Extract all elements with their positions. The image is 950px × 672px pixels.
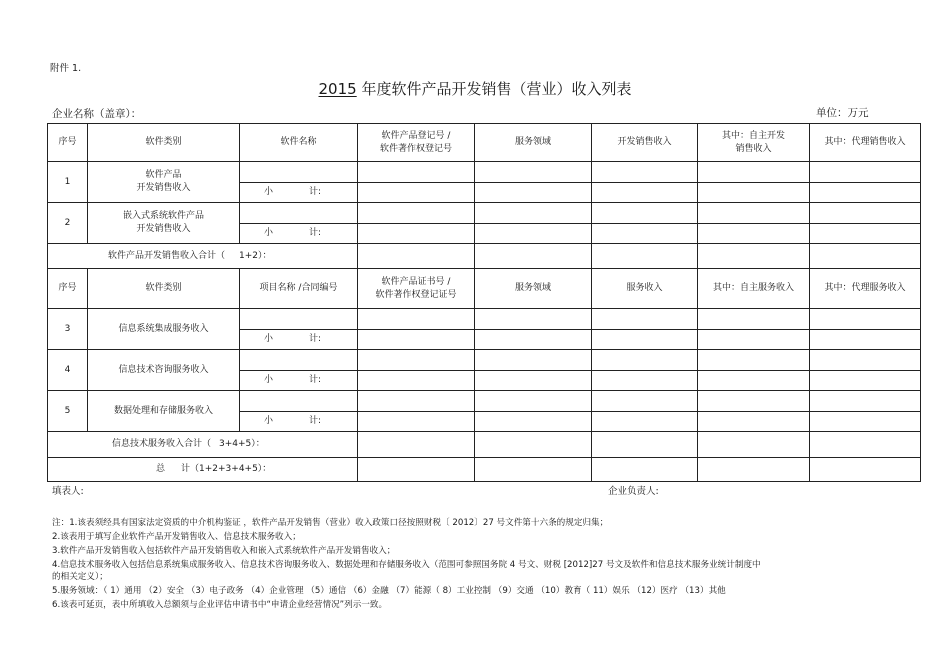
input-cell[interactable]	[358, 203, 475, 224]
note-line: 5.服务领域：（ 1）通用 （2）安全 （3）电子政务 （4）企业管理 （5）通信 （6）金融 （7）能源（ 8）工业控制 （9）交通 （10）教育（ 11）娱乐 （12）医疗 （13）其他	[52, 586, 726, 596]
input-cell[interactable]	[475, 244, 592, 269]
input-cell[interactable]	[810, 350, 921, 371]
input-cell[interactable]	[698, 350, 810, 371]
table2-header-row	[48, 269, 921, 309]
input-cell[interactable]	[810, 203, 921, 224]
subtotal-label	[240, 371, 358, 391]
note-line: 4.信息技术服务收入包括信息系统集成服务收入、信息技术咨询服务收入、数据处理和存储服务收入（范围可参照国务院 4 号文、财税 [2012]27 号文及软件和信息技术服务业统计制度中	[52, 560, 761, 570]
input-cell[interactable]	[698, 224, 810, 244]
subtotal-text: 小	[264, 416, 274, 426]
row-number: 2	[48, 203, 88, 244]
input-cell[interactable]	[698, 244, 810, 269]
input-cell[interactable]	[358, 412, 475, 432]
table-row	[48, 162, 921, 183]
input-cell[interactable]	[698, 330, 810, 350]
input-cell[interactable]	[358, 162, 475, 183]
category-line: 嵌入式系统软件产品	[122, 211, 204, 221]
input-cell[interactable]	[240, 203, 358, 224]
input-cell[interactable]	[475, 371, 592, 391]
total-row	[48, 244, 921, 269]
header-cell: 序号	[48, 124, 88, 162]
total-formula: 1+2）：	[239, 250, 272, 261]
input-cell[interactable]	[810, 432, 921, 458]
input-cell[interactable]	[810, 458, 921, 482]
input-cell[interactable]	[240, 309, 358, 330]
category-line: 软件产品	[145, 170, 182, 180]
input-cell[interactable]	[810, 162, 921, 183]
page-title	[0, 78, 950, 99]
input-cell[interactable]	[592, 391, 698, 412]
input-cell[interactable]	[358, 224, 475, 244]
input-cell[interactable]	[592, 330, 698, 350]
input-cell[interactable]	[810, 371, 921, 391]
table-row	[48, 391, 921, 412]
header-line: 软件著作权登记证号	[375, 289, 457, 300]
input-cell[interactable]	[810, 309, 921, 330]
input-cell[interactable]	[698, 458, 810, 482]
row-number: 3	[48, 309, 88, 350]
responsible-label: 企业负责人:	[608, 486, 659, 497]
grand-total-row	[48, 458, 921, 482]
header-cell	[698, 124, 810, 162]
header-line: 软件产品证书号 /	[381, 276, 451, 287]
header-line: 软件著作权登记号	[379, 143, 452, 154]
subtotal-text: 小	[264, 334, 274, 344]
input-cell[interactable]	[358, 458, 475, 482]
table-row	[48, 309, 921, 330]
subtotal-label	[240, 224, 358, 244]
note-line: 的相关定义）；	[52, 572, 108, 582]
title-text: 年度软件产品开发销售（营业）收入列表	[356, 80, 632, 98]
input-cell[interactable]	[698, 203, 810, 224]
header-cell: 服务领域	[475, 124, 592, 162]
input-cell[interactable]	[592, 432, 698, 458]
note-line: 6.该表可延页，表中所填收入总额须与企业评估申请书中“申请企业经营情况”列示一致。	[52, 600, 388, 610]
input-cell[interactable]	[592, 309, 698, 330]
input-cell[interactable]	[698, 432, 810, 458]
note-line: 3.软件产品开发销售收入包括软件产品开发销售收入和嵌入式系统软件产品开发销售收入；	[52, 546, 396, 556]
grand-total-label	[48, 458, 358, 482]
input-cell[interactable]	[698, 412, 810, 432]
header-cell: 服务领域	[475, 269, 592, 309]
subtotal-text: 计:	[309, 416, 322, 426]
input-cell[interactable]	[358, 183, 475, 203]
category-line: 开发销售收入	[136, 183, 191, 193]
input-cell[interactable]	[475, 309, 592, 330]
subtotal-text: 计:	[309, 228, 322, 238]
input-cell[interactable]	[592, 371, 698, 391]
input-cell[interactable]	[810, 183, 921, 203]
input-cell[interactable]	[358, 330, 475, 350]
subtotal-text: 小	[264, 375, 274, 385]
subtotal-text: 计:	[309, 187, 322, 197]
header-cell	[358, 269, 475, 309]
input-cell[interactable]	[358, 432, 475, 458]
input-cell[interactable]	[475, 412, 592, 432]
header-cell: 服务收入	[592, 269, 698, 309]
input-cell[interactable]	[810, 244, 921, 269]
category-cell	[88, 203, 240, 244]
unit-label: 单位：万元	[816, 107, 869, 119]
input-cell[interactable]	[810, 412, 921, 432]
category-cell	[88, 162, 240, 203]
input-cell[interactable]	[358, 350, 475, 371]
input-cell[interactable]	[475, 224, 592, 244]
header-cell: 其中：代理服务收入	[810, 269, 921, 309]
input-cell[interactable]	[592, 412, 698, 432]
table1-header-row	[48, 124, 921, 162]
input-cell[interactable]	[698, 162, 810, 183]
input-cell[interactable]	[240, 162, 358, 183]
input-cell[interactable]	[592, 162, 698, 183]
header-cell: 软件类别	[88, 269, 240, 309]
header-cell: 其中：代理销售收入	[810, 124, 921, 162]
input-cell[interactable]	[240, 350, 358, 371]
attachment-label: 附件 1.	[50, 63, 82, 74]
input-cell[interactable]	[592, 183, 698, 203]
header-cell: 软件类别	[88, 124, 240, 162]
total-text: 软件产品开发销售收入合计（	[108, 250, 226, 261]
input-cell[interactable]	[475, 203, 592, 224]
subtotal-text: 小	[264, 187, 274, 197]
header-cell: 软件名称	[240, 124, 358, 162]
input-cell[interactable]	[810, 391, 921, 412]
subtotal-text: 小	[264, 228, 274, 238]
header-line: 软件产品登记号 /	[381, 130, 451, 141]
subtotal-label	[240, 183, 358, 203]
subtotal-label	[240, 330, 358, 350]
category-cell: 数据处理和存储服务收入	[88, 391, 240, 432]
input-cell[interactable]	[698, 371, 810, 391]
input-cell[interactable]	[475, 350, 592, 371]
category-line: 开发销售收入	[136, 224, 191, 234]
input-cell[interactable]	[475, 432, 592, 458]
input-cell[interactable]	[592, 350, 698, 371]
input-cell[interactable]	[592, 224, 698, 244]
input-cell[interactable]	[698, 183, 810, 203]
row-number: 4	[48, 350, 88, 391]
note-line: 2.该表用于填写企业软件产品开发销售收入、信息技术服务收入；	[52, 532, 301, 542]
input-cell[interactable]	[475, 183, 592, 203]
total-text: 信息技术服务收入合计（	[112, 439, 212, 449]
input-cell[interactable]	[810, 330, 921, 350]
input-cell[interactable]	[592, 244, 698, 269]
input-cell[interactable]	[475, 162, 592, 183]
input-cell[interactable]	[698, 391, 810, 412]
input-cell[interactable]	[475, 458, 592, 482]
total-label	[48, 244, 358, 269]
table-row	[48, 203, 921, 224]
total-text: 总	[156, 464, 166, 474]
total-row	[48, 432, 921, 458]
company-name-label: 企业名称（盖章）：	[52, 108, 142, 120]
header-line: 销售收入	[735, 143, 772, 154]
header-cell: 序号	[48, 269, 88, 309]
header-cell: 开发销售收入	[592, 124, 698, 162]
title-year: 2015	[318, 80, 357, 98]
note-line: 注：1.该表须经具有国家法定资质的中介机构鉴证 ，软件产品开发销售（营业）收入政策口径按照财税〔 2012〕27 号文件第十六条的规定归集；	[52, 518, 609, 528]
input-cell[interactable]	[475, 391, 592, 412]
category-cell: 信息技术咨询服务收入	[88, 350, 240, 391]
table-row	[48, 350, 921, 371]
row-number: 5	[48, 391, 88, 432]
input-cell[interactable]	[240, 391, 358, 412]
input-cell[interactable]	[358, 309, 475, 330]
row-number: 1	[48, 162, 88, 203]
subtotal-label	[240, 412, 358, 432]
input-cell[interactable]	[592, 203, 698, 224]
input-cell[interactable]	[475, 330, 592, 350]
revenue-table	[47, 123, 921, 482]
header-cell	[358, 124, 475, 162]
header-line: 其中：自主开发	[721, 130, 785, 141]
total-formula: 3+4+5）：	[219, 439, 265, 449]
input-cell[interactable]	[358, 244, 475, 269]
header-cell: 项目名称 /合同编号	[240, 269, 358, 309]
category-cell: 信息系统集成服务收入	[88, 309, 240, 350]
input-cell[interactable]	[592, 458, 698, 482]
input-cell[interactable]	[358, 371, 475, 391]
header-cell: 其中：自主服务收入	[698, 269, 810, 309]
total-label	[48, 432, 358, 458]
total-formula: 计（1+2+3+4+5）：	[181, 464, 272, 474]
input-cell[interactable]	[810, 224, 921, 244]
input-cell[interactable]	[698, 309, 810, 330]
filler-label: 填表人:	[52, 486, 84, 497]
input-cell[interactable]	[358, 391, 475, 412]
subtotal-text: 计:	[309, 375, 322, 385]
subtotal-text: 计:	[309, 334, 322, 344]
